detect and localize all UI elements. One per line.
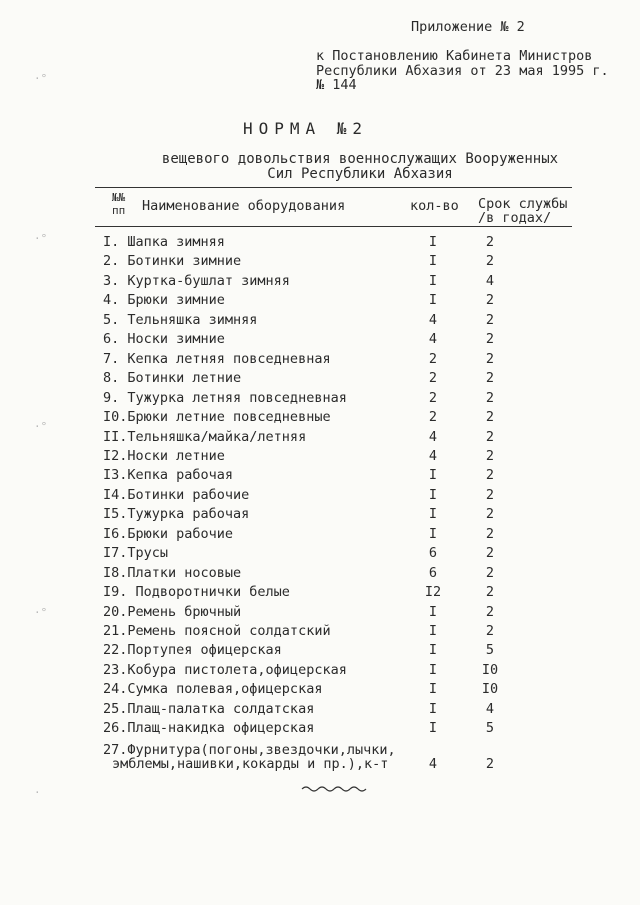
item-qty: I	[428, 525, 438, 542]
item-name: 21.Ремень поясной солдатский	[103, 623, 331, 639]
column-num-top: №№	[112, 191, 126, 204]
item-life: 2	[485, 486, 495, 503]
table-row	[0, 545, 640, 564]
item-name: 3. Куртка-бушлат зимняя	[103, 272, 290, 289]
item-life: 2	[485, 234, 495, 250]
item-life: 5	[485, 642, 495, 659]
item-qty: I	[428, 253, 438, 270]
item-life: 2	[485, 389, 495, 406]
item-life: 2	[485, 467, 495, 484]
item-name: 5. Тельняшка зимняя	[103, 311, 258, 328]
item-life: 2	[485, 584, 495, 601]
item-name: 20.Ремень брючный	[103, 603, 242, 620]
item-life: 2	[485, 603, 495, 620]
item-name: I. Шапка зимняя	[103, 234, 225, 250]
scan-speck: ⋅°	[34, 606, 48, 619]
item-life: 2	[485, 564, 495, 581]
item-qty: I2	[424, 584, 442, 601]
item-life: 4	[485, 272, 495, 289]
table-row	[0, 312, 640, 331]
item-name: I4.Ботинки рабочие	[103, 486, 250, 503]
item-name: 26.Плащ-накидка офицерская	[103, 720, 315, 737]
item-qty: I	[428, 700, 438, 717]
item-life: I0	[481, 681, 499, 698]
item-qty: I	[428, 506, 438, 523]
item-qty: 4	[428, 428, 438, 445]
table-top-rule	[95, 187, 572, 188]
table-row	[0, 467, 640, 486]
item-life: 2	[485, 756, 495, 772]
table-row	[0, 604, 640, 623]
table-row	[0, 234, 640, 253]
item-life: 5	[485, 720, 495, 737]
item-qty: I	[428, 292, 438, 309]
item-name: 25.Плащ-палатка солдатская	[103, 700, 315, 717]
item-qty: I	[428, 681, 438, 698]
item-name: 9. Тужурка летняя повседневная	[103, 389, 347, 406]
item-qty: I	[428, 272, 438, 289]
subtitle-line-1: вещевого довольствия военнослужащих Вооруженных	[161, 151, 559, 167]
item-qty: 4	[428, 311, 438, 328]
table-row	[0, 390, 640, 409]
column-life-header-bottom: /в годах/	[478, 210, 552, 226]
item-name: I8.Платки носовые	[103, 564, 242, 581]
table-row	[0, 292, 640, 311]
table-row	[0, 720, 640, 739]
table-row	[0, 331, 640, 350]
item-qty: I	[428, 234, 438, 250]
item-qty: 2	[428, 409, 438, 426]
item-life: 2	[485, 447, 495, 464]
item-qty: I	[428, 467, 438, 484]
item-name: I0.Брюки летние повседневные	[103, 409, 331, 426]
item-name: 22.Портупея офицерская	[103, 642, 282, 659]
item-life: 2	[485, 428, 495, 445]
table-row	[0, 756, 640, 775]
document-title: НОРМА №2	[243, 119, 369, 138]
item-qty: I	[428, 720, 438, 737]
item-name: II.Тельняшка/майка/летняя	[103, 428, 307, 445]
item-name: 23.Кобура пистолета,офицерская	[103, 661, 347, 678]
decree-line-2: Республики Абхазия от 23 мая 1995 г.	[316, 63, 609, 79]
item-life: 2	[485, 292, 495, 309]
item-qty: 4	[428, 331, 438, 348]
item-life: 2	[485, 311, 495, 328]
column-num-bottom: пп	[112, 204, 126, 217]
table-row	[0, 351, 640, 370]
appendix-label: Приложение № 2	[411, 19, 525, 35]
scan-speck: ⋅°	[34, 420, 48, 433]
decree-line-3: № 144	[316, 77, 357, 93]
table-row	[0, 487, 640, 506]
item-name: I3.Кепка рабочая	[103, 467, 234, 484]
item-life: 2	[485, 525, 495, 542]
item-life: I0	[481, 661, 499, 678]
decree-line-1: к Постановлению Кабинета Министров	[316, 48, 593, 64]
item-life: 2	[485, 545, 495, 562]
item-name: 24.Сумка полевая,офицерская	[103, 681, 323, 698]
item-name: I9. Подворотнички белые	[103, 584, 290, 601]
item-name: 4. Брюки зимние	[103, 292, 225, 309]
item-life: 2	[485, 623, 495, 639]
item-qty: 2	[428, 370, 438, 387]
item-name-line-2: эмблемы,нашивки,кокарды и пр.),к-т	[112, 756, 389, 772]
table-row	[0, 565, 640, 584]
item-name: I5.Тужурка рабочая	[103, 506, 250, 523]
table-row	[0, 701, 640, 720]
table-row	[0, 273, 640, 292]
table-row	[0, 526, 640, 545]
table-row	[0, 506, 640, 525]
item-qty: 6	[428, 564, 438, 581]
column-name-header: Наименование оборудования	[142, 198, 346, 214]
subtitle-line-2: Сил Республики Абхазия	[267, 166, 453, 182]
item-name: I6.Брюки рабочие	[103, 525, 234, 542]
table-row	[0, 253, 640, 272]
closing-squiggle	[301, 785, 369, 793]
item-life: 2	[485, 331, 495, 348]
table-header-rule	[95, 226, 572, 227]
item-life: 2	[485, 253, 495, 270]
item-qty: 2	[428, 389, 438, 406]
item-life: 4	[485, 700, 495, 717]
item-qty: I	[428, 603, 438, 620]
item-qty: I	[428, 661, 438, 678]
table-row	[0, 584, 640, 603]
scan-speck: ⋅	[34, 786, 41, 799]
item-qty: 4	[428, 756, 438, 772]
item-life: 2	[485, 409, 495, 426]
table-row	[0, 370, 640, 389]
table-row	[0, 642, 640, 661]
column-life-header-top: Срок службы	[478, 196, 568, 212]
table-row	[0, 623, 640, 642]
item-qty: 4	[428, 447, 438, 464]
item-qty: 6	[428, 545, 438, 562]
item-qty: I	[428, 486, 438, 503]
item-name-line-1: 27.Фурнитура(погоны,звездочки,лычки,	[103, 742, 396, 758]
item-life: 2	[485, 350, 495, 367]
item-name: 8. Ботинки летние	[103, 370, 242, 387]
table-row	[0, 409, 640, 428]
item-name: 6. Носки зимние	[103, 331, 225, 348]
item-name: 7. Кепка летняя повседневная	[103, 350, 331, 367]
scan-speck: ⋅°	[34, 72, 48, 85]
column-qty-header: кол-во	[410, 198, 459, 214]
table-row	[0, 429, 640, 448]
table-row	[0, 662, 640, 681]
item-life: 2	[485, 506, 495, 523]
item-qty: 2	[428, 350, 438, 367]
scan-speck: ⋅°	[34, 232, 48, 245]
table-row	[0, 681, 640, 700]
item-qty: I	[428, 642, 438, 659]
item-name: 2. Ботинки зимние	[103, 253, 242, 270]
item-qty: I	[428, 623, 438, 639]
item-name: I7.Трусы	[103, 545, 169, 562]
item-life: 2	[485, 370, 495, 387]
table-row	[0, 448, 640, 467]
item-name: I2.Носки летние	[103, 447, 225, 464]
